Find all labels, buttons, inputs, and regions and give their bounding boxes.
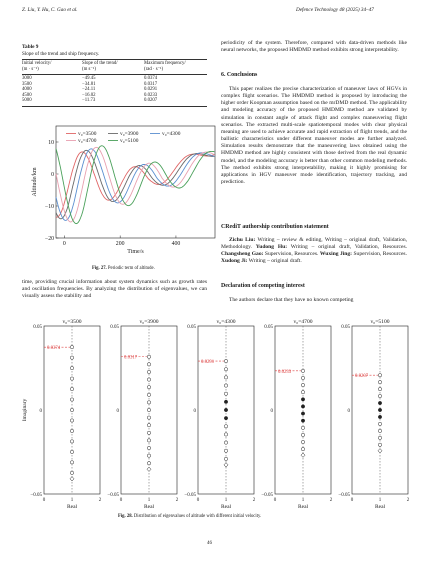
y-tick-label: −0.05 (30, 493, 42, 498)
eigenvalue-point (70, 440, 73, 443)
max-frequency-label: 0.0317 (124, 355, 138, 361)
column-header-frequency: Maximum frequency/ (rad · s⁻¹) (144, 61, 186, 72)
x-tick-label: 1 (301, 498, 305, 503)
x-tick-label: 0 (273, 498, 277, 503)
eigenvalue-point (378, 422, 381, 425)
panel-title: v₀=3500 (62, 319, 82, 325)
legend-label: v₀=5100 (120, 138, 139, 144)
x-axis-label: Real (297, 504, 309, 510)
x-tick-label: 1 (70, 498, 74, 503)
eigenvalue-point (301, 383, 304, 386)
panel-title: v₀=3900 (139, 319, 159, 325)
x-tick-label: 2 (406, 498, 410, 503)
eigenvalue-point (224, 449, 227, 452)
eigenvalue-point (224, 384, 227, 387)
x-axis-label: Real (220, 504, 232, 510)
eigenvalue-point (378, 380, 381, 383)
eigenvalue-point (378, 429, 381, 432)
legend-label: v₀=3500 (78, 131, 97, 137)
competing-interest-heading: Declaration of competing interest (221, 283, 305, 289)
max-frequency-label: 0.0291 (201, 360, 215, 366)
x-tick-label: 1 (147, 498, 151, 503)
y-axis-label: Altitude/km (32, 167, 38, 197)
eigenvalue-point (224, 392, 227, 395)
eigenvalue-point (147, 355, 150, 358)
eigenvalue-point (70, 398, 73, 401)
eigenvalue-point (378, 387, 381, 390)
eigenvalue-point (378, 415, 381, 418)
eigenvalue-point (224, 359, 227, 362)
y-tick-label: 0 (270, 409, 273, 414)
y-tick-label: 0.05 (110, 325, 119, 330)
credit-heading: CRediT authorship contribution statement (221, 224, 329, 230)
eigenvalue-point (301, 433, 304, 436)
x-axis-label: Real (374, 504, 386, 510)
table-body (22, 76, 207, 104)
column-header-velocity: Initial velocity/ (m · s⁻¹) (22, 61, 52, 72)
eigenvalue-point (378, 436, 381, 439)
eigenvalue-point (224, 416, 227, 419)
eigenvalue-diamond (301, 453, 305, 457)
running-header-journal: Defence Technology 48 (2025) 34–47 (296, 7, 374, 13)
x-tick-label: 0 (119, 498, 123, 503)
y-tick-label: −0.05 (107, 493, 119, 498)
table-row: 3500 −34.81 0.0317 (22, 81, 158, 87)
y-tick-label: 0 (116, 409, 119, 414)
y-tick-label: 10 (48, 140, 54, 146)
table-caption: Slope of the trend and ship frequency. (22, 51, 100, 57)
eigenvalue-point (378, 401, 381, 404)
y-tick-label: −0.05 (261, 493, 273, 498)
y-tick-label: 0 (347, 409, 350, 414)
eigenvalue-point (70, 471, 73, 474)
eigenvalue-point (224, 400, 227, 403)
table-9 (22, 61, 207, 72)
table-label: Table 9 (22, 44, 39, 50)
eigenvalue-point (70, 377, 73, 380)
x-tick-label: 1 (378, 498, 382, 503)
y-tick-label: 0.05 (341, 325, 350, 330)
altitude-periodic-chart (20, 118, 220, 263)
table-row: 5000 −11.73 0.0207 (22, 98, 158, 104)
eigenvalue-point (224, 433, 227, 436)
conclusions-paragraph: This paper realizes the precise characterization of maneuver laws of HGVs in complex flight scenarios. The HMDMD method is proposed by introducing the higher order Koopman assumption based on the mrDMD method. The applicability and modeling accuracy of the proposed HMDMD method are validated by simulation in constant angle of attack flight and complex maneuvering flight scenarios. The extracted multi-scale spatiotemporal modes with clear physical meaning are used to achieve accurate and rapid extraction of flight trends, and the ballistic characteristics under different maneuver modes are further analyzed. Simulation results demonstrate that the maneuvering laws obtained using the HMDMD method are highly consistent with those derived from the real dynamic model, and the modeling accuracy is better than other common modeling methods. The method exhibits strong interpretability, making it highly promising for applications in HGV maneuver mode identification, trajectory tracking, and prediction. (221, 86, 407, 186)
eigenvalue-point (147, 408, 150, 411)
eigenvalue-diamond (70, 477, 74, 481)
series-line (56, 147, 214, 222)
eigenvalue-point (147, 370, 150, 373)
eigenvalue-point (301, 391, 304, 394)
max-frequency-label: 0.0207 (355, 374, 369, 380)
eigenvalue-point (378, 408, 381, 411)
legend-label: v₀=3900 (120, 131, 139, 137)
eigenvalue-point (147, 462, 150, 465)
eigenvalue-diamond (147, 467, 151, 471)
eigenvalue-point (147, 363, 150, 366)
eigenvalue-point (224, 425, 227, 428)
x-axis-label: Real (66, 504, 78, 510)
left-column-paragraph: time, providing crucial information about system dynamics such as growth rates and oscillation frequencies. By analyzing the distribution of eigenvalues, we can visually assess the stability and (22, 279, 207, 300)
x-tick-label: 0 (62, 241, 66, 247)
eigenvalue-point (70, 345, 73, 348)
eigenvalue-diamond (378, 449, 382, 453)
panel-title: v₀=4300 (216, 319, 236, 325)
panel-title: v₀=5100 (370, 319, 390, 325)
eigenvalue-distribution-figure (20, 316, 412, 512)
x-tick-label: 2 (175, 498, 179, 503)
eigenvalue-point (301, 426, 304, 429)
panel-title: v₀=4700 (293, 319, 313, 325)
y-tick-label: 0 (193, 409, 196, 414)
eigenvalue-point (147, 393, 150, 396)
competing-interest-paragraph: The authors declare that they have no known competing (229, 297, 354, 303)
eigenvalue-diamond (224, 463, 228, 467)
x-tick-label: 0 (350, 498, 354, 503)
eigenvalue-point (147, 378, 150, 381)
eigenvalue-point (147, 454, 150, 457)
x-tick-label: 2 (98, 498, 102, 503)
x-tick-label: 400 (171, 241, 181, 247)
max-frequency-label: 0.0233 (278, 369, 292, 375)
eigenvalue-point (70, 429, 73, 432)
eigenvalue-point (378, 443, 381, 446)
eigenvalue-point (70, 356, 73, 359)
eigenvalue-point (70, 461, 73, 464)
eigenvalue-point (224, 441, 227, 444)
table-top-rule (22, 59, 207, 60)
table-header-rule (22, 74, 207, 75)
y-tick-label: −20 (44, 236, 54, 242)
x-tick-label: 1 (224, 498, 228, 503)
legend-label: v₀=4700 (78, 138, 97, 144)
figure-27-caption: Fig. 27. Periodic term of altitude. (92, 266, 155, 271)
right-column-intro-paragraph: periodicity of the system. Therefore, compared with data-driven methods like neural networks, the proposed HMDMD method exhibits strong interpretability. (221, 40, 407, 54)
page-number: 46 (207, 541, 212, 546)
credit-paragraph: Zichu Liu: Writing – review & editing, Writing – original draft, Validation, Methodology. Yudong Hu: Writing – original draft, Validation, Resources. Changsheng Gao: Supervision, Resources. Wuxing Jing: Supervision, Resources. Xudong Ji: Writing – original draft. (221, 237, 408, 265)
eigenvalue-point (301, 447, 304, 450)
y-tick-label: 0.05 (187, 325, 196, 330)
eigenvalue-point (70, 419, 73, 422)
eigenvalue-point (224, 368, 227, 371)
eigenvalue-point (301, 405, 304, 408)
eigenvalue-point (378, 374, 381, 377)
table-row: 4500 −16.02 0.0233 (22, 92, 158, 98)
section-6-heading: 6. Conclusions (221, 72, 258, 78)
table-row: 3000 −49.45 0.0374 (22, 76, 158, 81)
x-tick-label: 200 (115, 241, 125, 247)
eigenvalue-point (147, 439, 150, 442)
eigenvalue-point (224, 457, 227, 460)
eigenvalue-point (301, 398, 304, 401)
x-tick-label: 0 (42, 498, 46, 503)
column-header-slope: Slope of the trend/ (m s⁻¹) (82, 61, 118, 72)
x-tick-label: 2 (329, 498, 333, 503)
eigenvalue-point (147, 416, 150, 419)
eigenvalue-point (301, 376, 304, 379)
y-axis-label: Imaginary (22, 398, 28, 422)
y-tick-label: −0.05 (184, 493, 196, 498)
eigenvalue-point (224, 408, 227, 411)
eigenvalue-point (70, 387, 73, 390)
max-frequency-label: 0.0374 (47, 346, 61, 352)
table-bottom-rule (22, 106, 207, 107)
running-header-authors: Z. Liu, Y. Hu, C. Gao et al. (22, 7, 78, 13)
y-tick-label: −0.05 (338, 493, 350, 498)
eigenvalue-point (224, 376, 227, 379)
y-tick-label: 0 (51, 172, 54, 178)
eigenvalue-point (147, 424, 150, 427)
eigenvalue-point (301, 440, 304, 443)
legend-label: v₀=4300 (162, 131, 181, 137)
y-tick-label: 0 (39, 409, 42, 414)
x-tick-label: 0 (196, 498, 200, 503)
y-tick-label: −10 (44, 204, 54, 210)
eigenvalue-point (147, 401, 150, 404)
figure-28-caption: Fig. 28. Distribution of eigenvalues of altitude with different initial velocity. (118, 514, 262, 519)
eigenvalue-point (378, 394, 381, 397)
eigenvalue-point (301, 412, 304, 415)
eigenvalue-point (70, 408, 73, 411)
eigenvalue-point (301, 369, 304, 372)
eigenvalue-point (147, 431, 150, 434)
y-tick-label: 0.05 (264, 325, 273, 330)
eigenvalue-point (70, 366, 73, 369)
x-axis-label: Real (143, 504, 155, 510)
eigenvalue-point (147, 446, 150, 449)
x-axis-label: Time/s (127, 249, 144, 255)
eigenvalue-point (70, 450, 73, 453)
eigenvalue-point (301, 419, 304, 422)
y-tick-label: 0.05 (33, 325, 42, 330)
eigenvalue-point (147, 385, 150, 388)
x-tick-label: 2 (252, 498, 256, 503)
table-row: 4000 −24.11 0.0291 (22, 87, 158, 93)
table-header-row (22, 61, 207, 72)
